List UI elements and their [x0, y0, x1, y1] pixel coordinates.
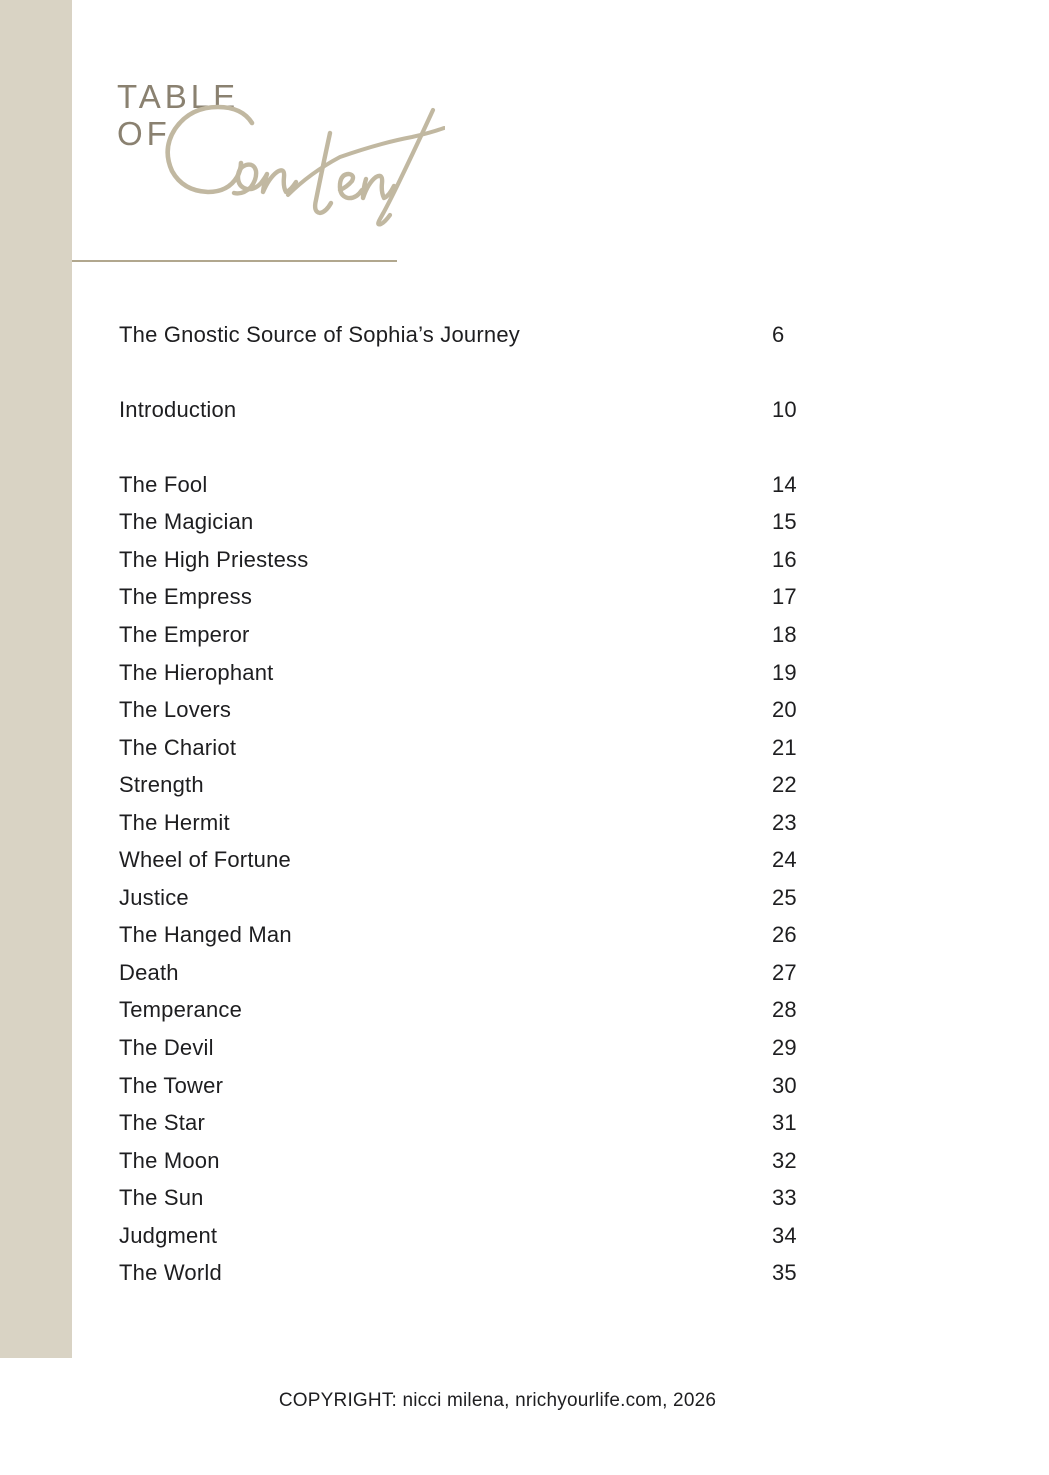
- toc-entry-page-number: 17: [772, 584, 797, 610]
- toc-row: [119, 841, 830, 879]
- toc-row: [119, 917, 830, 955]
- toc-entry-page-number: 24: [772, 847, 797, 873]
- toc-entry-label: The Empress: [119, 584, 253, 610]
- toc-entry-label: The World: [119, 1260, 222, 1286]
- toc-front-matter-list: [119, 316, 830, 466]
- toc-row: [119, 879, 830, 917]
- toc-row: [119, 616, 830, 654]
- toc-entry-label: The Hierophant: [119, 659, 274, 685]
- toc-entry-page-number: 10: [772, 396, 797, 422]
- page-title-line-2: OF: [117, 115, 171, 152]
- toc-entry-page-number: 15: [772, 509, 797, 535]
- toc-entry-page-number: 21: [772, 734, 797, 760]
- toc-row: [119, 316, 830, 354]
- toc-entry-page-number: 23: [772, 809, 797, 835]
- toc-row: [119, 541, 830, 579]
- toc-entry-label: The Fool: [119, 471, 208, 497]
- toc-entry-label: The Chariot: [119, 734, 237, 760]
- toc-entry-page-number: 19: [772, 659, 797, 685]
- toc-row: [119, 1067, 830, 1105]
- copyright-text: COPYRIGHT: nicci milena, nrichyourlife.com, 2026: [278, 1390, 717, 1411]
- toc-entry-page-number: 30: [772, 1072, 797, 1098]
- toc-entry-page-number: 20: [772, 697, 797, 723]
- toc-entry-page-number: 25: [772, 884, 797, 910]
- toc-entry-page-number: 26: [772, 922, 797, 948]
- toc-entry-page-number: 6: [772, 321, 785, 347]
- toc-row: [119, 1029, 830, 1067]
- toc-entry-label: The Magician: [119, 509, 254, 535]
- content-script-word: [150, 95, 445, 230]
- toc-entry-page-number: 14: [772, 471, 797, 497]
- toc-entry-page-number: 32: [772, 1147, 797, 1173]
- toc-row: [119, 466, 830, 504]
- toc-chapters-list: [119, 466, 830, 1292]
- toc-row: [119, 804, 830, 842]
- toc-row: [119, 691, 830, 729]
- toc-entry-page-number: 16: [772, 546, 797, 572]
- toc-entry-label: The Sun: [119, 1185, 204, 1211]
- divider-line: [72, 260, 397, 262]
- toc-entry-label: Wheel of Fortune: [119, 847, 291, 873]
- toc-entry-label: The Emperor: [119, 621, 250, 647]
- toc-row: [119, 654, 830, 692]
- toc-row: [119, 992, 830, 1030]
- toc-row: [119, 579, 830, 617]
- toc-row: [119, 391, 830, 429]
- toc-row: [119, 1142, 830, 1180]
- toc-entry-label: The Hermit: [119, 809, 230, 835]
- toc-entry-page-number: 35: [772, 1260, 797, 1286]
- toc-entry-label: Introduction: [119, 396, 237, 422]
- toc-entry-page-number: 18: [772, 621, 797, 647]
- toc-row: [119, 766, 830, 804]
- toc-row: [119, 729, 830, 767]
- toc-entry-page-number: 31: [772, 1110, 797, 1136]
- toc-entry-label: The Lovers: [119, 697, 232, 723]
- toc-entry-page-number: 27: [772, 959, 797, 985]
- toc-entry-label: The High Priestess: [119, 546, 309, 572]
- toc-entry-label: Judgment: [119, 1222, 218, 1248]
- toc-entry-label: The Star: [119, 1110, 205, 1136]
- toc-entry-page-number: 29: [772, 1034, 797, 1060]
- toc-entry-page-number: 34: [772, 1222, 797, 1248]
- toc-entry-label: The Moon: [119, 1147, 220, 1173]
- toc-entry-label: Temperance: [119, 997, 243, 1023]
- toc-entry-page-number: 28: [772, 997, 797, 1023]
- left-accent-bar: [0, 0, 72, 1358]
- toc-row: [119, 954, 830, 992]
- toc-row: [119, 504, 830, 542]
- toc-entry-label: Strength: [119, 772, 204, 798]
- toc-row: [119, 1179, 830, 1217]
- page-title-line-1: TABLE: [117, 78, 240, 115]
- toc-row: [119, 1217, 830, 1255]
- toc-row: [119, 1104, 830, 1142]
- toc-entry-label: The Tower: [119, 1072, 224, 1098]
- toc-entry-label: Death: [119, 959, 179, 985]
- toc-entry-page-number: 22: [772, 772, 797, 798]
- toc-entry-label: The Gnostic Source of Sophia’s Journey: [119, 321, 520, 347]
- toc-row: [119, 1254, 830, 1292]
- toc-entry-label: The Devil: [119, 1034, 214, 1060]
- toc-entry-page-number: 33: [772, 1185, 797, 1211]
- toc-entry-label: Justice: [119, 884, 189, 910]
- toc-entry-label: The Hanged Man: [119, 922, 292, 948]
